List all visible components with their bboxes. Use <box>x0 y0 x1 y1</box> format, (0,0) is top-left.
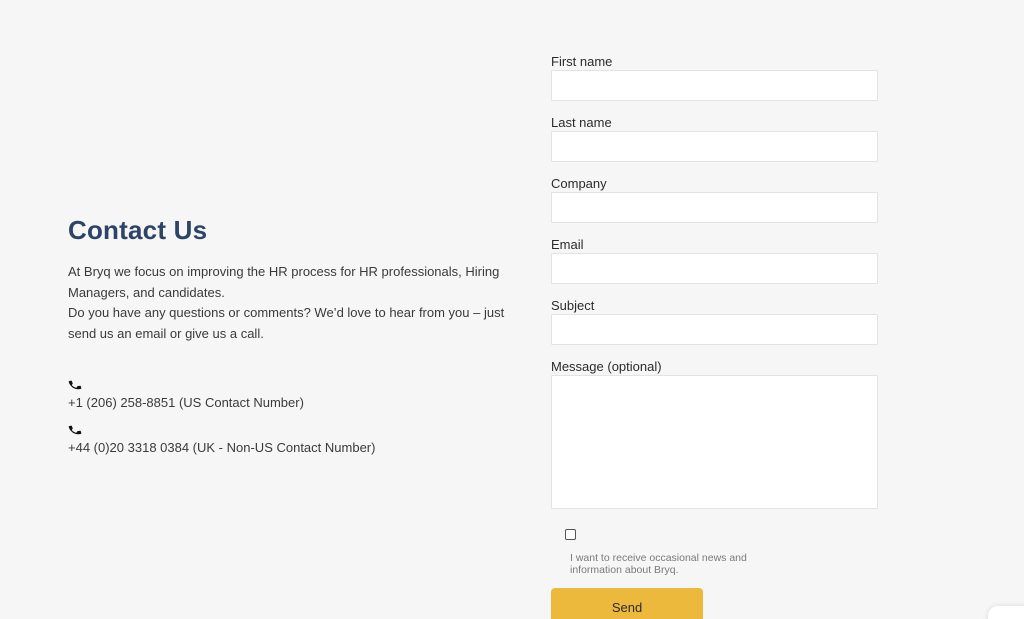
page-title: Contact Us <box>68 215 208 245</box>
intro-paragraph-2: Do you have any questions or comments? We’d love to hear from you – just send us an email or give us a call. <box>68 305 505 341</box>
first-name-label: First name <box>551 54 613 69</box>
first-name-group <box>551 54 879 101</box>
company-field[interactable] <box>551 192 878 223</box>
contact-info <box>68 212 528 468</box>
company-group <box>551 176 879 223</box>
phone-item-us <box>68 378 528 411</box>
newsletter-checkbox[interactable] <box>565 529 576 540</box>
phone-icon <box>68 423 82 439</box>
last-name-group <box>551 115 879 162</box>
chat-widget[interactable] <box>988 606 1024 619</box>
last-name-field[interactable] <box>551 131 878 162</box>
subject-group <box>551 298 879 345</box>
phone-icon <box>68 378 82 394</box>
phone-list <box>68 378 528 456</box>
email-group <box>551 237 879 284</box>
last-name-label: Last name <box>551 115 612 130</box>
intro-paragraph-1: At Bryq we focus on improving the HR process for HR professionals, Hiring Managers, and candidates. <box>68 264 500 300</box>
message-label: Message (optional) <box>551 359 662 374</box>
intro-text <box>68 262 528 344</box>
company-label: Company <box>551 176 607 191</box>
subject-label: Subject <box>551 298 595 313</box>
phone-number-us[interactable]: +1 (206) 258-8851 (US Contact Number) <box>68 395 304 410</box>
first-name-field[interactable] <box>551 70 878 101</box>
email-label: Email <box>551 237 584 252</box>
email-field[interactable] <box>551 253 878 284</box>
subject-field[interactable] <box>551 314 878 345</box>
message-field[interactable] <box>551 375 878 509</box>
phone-number-uk[interactable]: +44 (0)20 3318 0384 (UK - Non-US Contact Number) <box>68 440 376 455</box>
phone-item-uk <box>68 423 528 456</box>
contact-form <box>551 54 879 523</box>
message-group <box>551 359 879 509</box>
send-button[interactable]: Send <box>551 588 703 619</box>
newsletter-consent <box>565 529 785 576</box>
newsletter-consent-label: I want to receive occasional news and information about Bryq. <box>570 552 747 576</box>
